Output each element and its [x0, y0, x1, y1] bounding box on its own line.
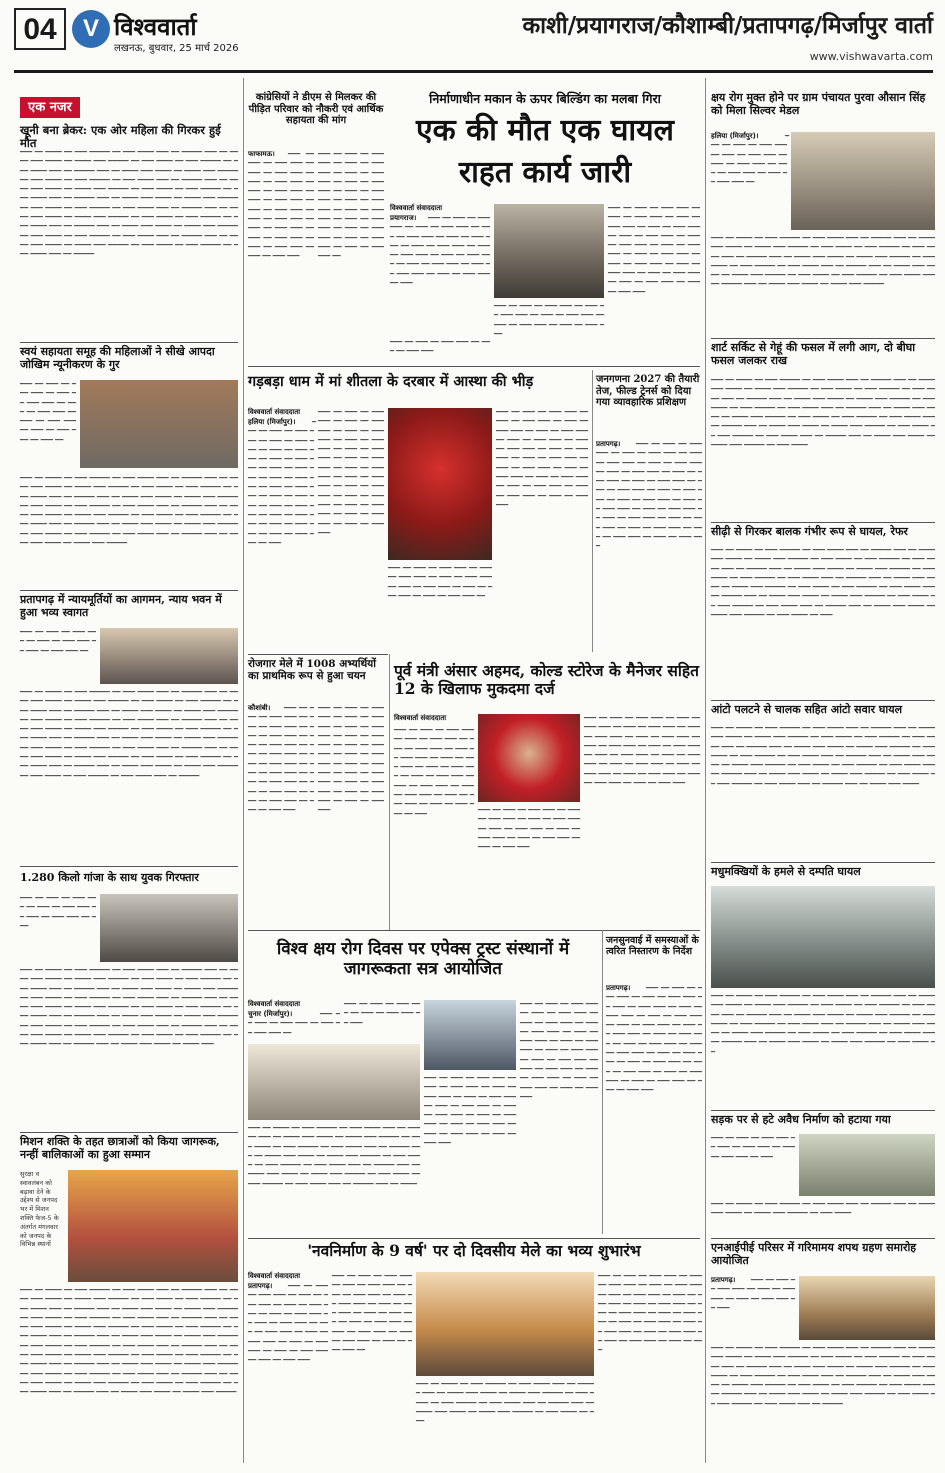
ansar-ahmad-portrait [478, 714, 580, 802]
story-body-ganja-2: ━━━ ━━ ━━━━ ━━ ━━━ ━━━━━ ━━ ━━━ ━━━━ ━━━ ━━ ━━━━━ ━━━ ━━ ━━━━ ━━━ ━━━━ ━━ ━━━━ ━━━ ━━━━━ ━━ ━━━ ━━━━ ━━ ━━━ ━━━━━ ━━ ━━━ ━━━━ ━━━ ━━ ━━━━━ ━━━ ━━ ━━━━ ━━━ ━━━━ ━━ ━━━━ ━━━ ━━━━━ ━━ ━━━ ━━━━ ━━ ━━━ ━━━━━ ━━ ━━━ ━━━━ ━━━ ━━ ━━━━━ ━━━ ━━ ━━━━ ━━━ ━━━━ ━━ ━━━━ ━━━ ━━━━━ ━━ ━━━ ━━━━ ━━ ━━━ ━━━━━ ━━ ━━━ ━━━━ ━━━ ━━ ━━━━━ ━━━ ━━ ━━━━ ━━━ ━━━━ ━━ ━━━━ ━━━ ━━━━━ ━━ ━━━ ━━━━ ━━ ━━━ ━━━━━ ━━ ━━━ ━━━━ ━━━ ━━ ━━━━━ ━━━ ━━ ━━━━ ━━━ ━━━━ ━━ ━━━━ ━━━ ━━━━━ ━━ ━━━ ━━━━ ━━ ━━━ ━━━━━ ━━ ━━━ ━━━━ ━━━ ━━ ━━━━━ ━━━ ━━ ━━━━ ━━━ ━━━━ ━━ ━━━━ ━━━ [20, 966, 238, 1049]
story-body-tb-4: ━━━ ━━ ━━━ ━━ ━━━ ━━━ ━━ ━━━ ━━ ━━━ ━━━ ━━ ━━━ ━━ ━━━ ━━━ ━━ ━━━ ━━ ━━━ ━━━ ━━ ━━━ ━━ ━━━ ━━━ ━━ ━━━ ━━ ━━━ ━━━ ━━ ━━━ ━━ ━━━ ━━━ ━━ ━━━ ━━ ━━━ ━━━ ━━ ━━━ ━━ ━━━ ━━━ ━━ ━━━ ━━ ━━━ ━━━ [424, 1074, 516, 1148]
navnirman-byline: विश्ववार्ता संवाददाता [248, 1272, 301, 1280]
story-body-aapda-2: ━━━ ━━ ━━━━ ━━ ━━━ ━━━━━ ━━ ━━━ ━━━━ ━━━ ━━ ━━━━━ ━━━ ━━ ━━━━ ━━━ ━━━━ ━━ ━━━━ ━━━ ━━━━━ ━━ ━━━ ━━━━ ━━ ━━━ ━━━━━ ━━ ━━━ ━━━━ ━━━ ━━ ━━━━━ ━━━ ━━ ━━━━ ━━━ ━━━━ ━━ ━━━━ ━━━ ━━━━━ ━━ ━━━ ━━━━ ━━ ━━━ ━━━━━ ━━ ━━━ ━━━━ ━━━ ━━ ━━━━━ ━━━ ━━ ━━━━ ━━━ ━━━━ ━━ ━━━━ ━━━ ━━━━━ ━━ ━━━ ━━━━ ━━ ━━━ ━━━━━ ━━ ━━━ ━━━━ ━━━ ━━ ━━━━━ ━━━ ━━ ━━━━ ━━━ ━━━━ ━━ ━━━━ ━━━ ━━━━━ ━━ ━━━ ━━━━ ━━ ━━━ ━━━━━ ━━ ━━━ ━━━━ ━━━ ━━ ━━━━━ ━━━ ━━ ━━━━ ━━━ ━━━━ ━━ ━━━━ ━━━ ━━━━━ [20, 474, 238, 548]
divider [20, 1132, 238, 1133]
lead-body-3: ━━━ ━━ ━━━ ━━ ━━━ ━━━ ━━ ━━━ ━━ ━━━ ━━━ [390, 338, 490, 356]
story-body-sheetla-1: ━━━ ━━ ━━━ ━━ ━━━ ━━━ ━━ ━━━ ━━ ━━━ ━━━ ━━ ━━━ ━━ ━━━ ━━━ ━━ ━━━ ━━ ━━━ ━━━ ━━ ━━━ ━━ ━━━ ━━━ ━━ ━━━ ━━ ━━━ ━━━ ━━ ━━━ ━━ ━━━ ━━━ ━━ ━━━ ━━ ━━━ ━━━ ━━ ━━━ ━━ ━━━ ━━━ ━━ ━━━ ━━ ━━━ ━━━ ━━ ━━━ ━━ ━━━ ━━━ ━━ ━━━ ━━ ━━━ ━━━ ━━ ━━━ [248, 418, 317, 547]
bee-attack-photo [711, 886, 935, 988]
column-rule [705, 78, 706, 1463]
story-body-ansar-3: ━━━ ━━ ━━━ ━━ ━━━ ━━━ ━━ ━━━ ━━ ━━━ ━━━ ━━ ━━━ ━━ ━━━ ━━━ ━━ ━━━ ━━ ━━━ ━━━ ━━ ━━━ ━━ ━━━ ━━━ ━━ ━━━ ━━ ━━━ ━━━ ━━ ━━━ ━━ ━━━ ━━━ ━━ ━━━ ━━ ━━━ ━━━ ━━ ━━━ ━━ ━━━ ━━━ ━━ ━━━ ━━ ━━━ ━━━ ━━ ━━━ ━━ ━━━ ━━━ ━━ ━━━ ━━ ━━━ ━━━ ━━ ━━━ ━━ ━━━ ━━━ ━━ ━━━ ━━ ━━━ ━━━ [584, 714, 700, 788]
navnirman-dateline: प्रतापगढ़। [248, 1282, 273, 1290]
story-body-aapda-1: ━━━ ━━ ━━━ ━━ ━━━ ━━━ ━━ ━━━ ━━ ━━━ ━━━ ━━ ━━━ ━━ ━━━ ━━━ ━━ ━━━ ━━ ━━━ ━━━ ━━ ━━━ ━━ ━━━ ━━━ ━━ ━━━ ━━ [20, 380, 76, 444]
divider [248, 1238, 700, 1239]
story-title-silver-medal: क्षय रोग मुक्त होने पर ग्राम पंचायत पुरवा औसान सिंह को मिला सिल्वर मेडल [711, 91, 926, 117]
story-body-nipe-2: ━━━ ━━ ━━━━ ━━ ━━━ ━━━━━ ━━ ━━━ ━━━━ ━━━ ━━ ━━━━━ ━━━ ━━ ━━━━ ━━━ ━━━━ ━━ ━━━━ ━━━ ━━━━━ ━━ ━━━ ━━━━ ━━ ━━━ ━━━━━ ━━ ━━━ ━━━━ ━━━ ━━ ━━━━━ ━━━ ━━ ━━━━ ━━━ ━━━━ ━━ ━━━━ ━━━ ━━━━━ ━━ ━━━ ━━━━ ━━ ━━━ ━━━━━ ━━ ━━━ ━━━━ ━━━ ━━ ━━━━━ ━━━ ━━ ━━━━ ━━━ ━━━━ ━━ ━━━━ ━━━ ━━━━━ ━━ ━━━ ━━━━ ━━ ━━━ ━━━━━ ━━ ━━━ ━━━━ ━━━ ━━ ━━━━━ ━━━ ━━ ━━━━ ━━━ ━━━━ ━━ ━━━━ ━━━ ━━━━━ ━━ ━━━ ━━━━ ━━ ━━━ ━━━━━ ━━ ━━━ ━━━━ ━━━ ━━ ━━━━━ [711, 1344, 935, 1408]
story-title-sheetla: गड़बड़ा धाम में मां शीतला के दरबार में आस्था की भीड़ [248, 373, 534, 390]
story-body-tb-5: ━━━ ━━ ━━━ ━━ ━━━ ━━━ ━━ ━━━ ━━ ━━━ ━━━ ━━ ━━━ ━━ ━━━ ━━━ ━━ ━━━ ━━ ━━━ ━━━ ━━ ━━━ ━━ ━━━ ━━━ ━━ ━━━ ━━ ━━━ ━━━ ━━ ━━━ ━━ ━━━ ━━━ ━━ ━━━ ━━ ━━━ ━━━ ━━ ━━━ ━━ ━━━ ━━━ ━━ ━━━ ━━ ━━━ ━━━ ━━ ━━━ ━━ ━━━ ━━━ ━━ ━━━ ━━ ━━━ ━━━ [520, 1000, 598, 1101]
ansar-byline: विश्ववार्ता संवाददाता [394, 714, 447, 722]
column-rule [602, 930, 603, 1234]
lead-body-2: ━━━ ━━ ━━━ ━━ ━━━ ━━━ ━━ ━━━ ━━ ━━━ ━━━ ━━ ━━━ ━━ ━━━ ━━━ ━━ ━━━ ━━ ━━━ ━━━ ━━ ━━━ ━━ ━━━ ━━━ [494, 302, 604, 338]
rozgar-dateline: कौशांबी। [248, 704, 271, 712]
story-body-tb-3: ━━━ ━━ ━━━━ ━━ ━━━ ━━━━━ ━━ ━━━ ━━━━ ━━━ ━━ ━━━━━ ━━━ ━━ ━━━━ ━━━ ━━━━ ━━ ━━━━ ━━━ ━━━━━ ━━ ━━━ ━━━━ ━━ ━━━ ━━━━━ ━━ ━━━ ━━━━ ━━━ ━━ ━━━━━ ━━━ ━━ ━━━━ ━━━ ━━━━ ━━ ━━━━ ━━━ ━━━━━ ━━ ━━━ ━━━━ ━━ ━━━ ━━━━━ ━━ ━━━ ━━━━ ━━━ ━━ ━━━━━ ━━━ ━━ ━━━━ ━━━ ━━━━ ━━ ━━━━ ━━━ ━━━━━ ━━ ━━━ ━━━━ ━━ ━━━ ━━━━━ ━━ ━━━ ━━━━ ━━━ ━━ ━━━━━ ━━━ ━━ ━━━━ [248, 1124, 420, 1188]
story-body-sheetla-4: ━━━ ━━ ━━━ ━━ ━━━ ━━━ ━━ ━━━ ━━ ━━━ ━━━ ━━ ━━━ ━━ ━━━ ━━━ ━━ ━━━ ━━ ━━━ ━━━ ━━ ━━━ ━━ ━━━ ━━━ ━━ ━━━ ━━ ━━━ ━━━ ━━ ━━━ ━━ ━━━ ━━━ ━━ ━━━ ━━ ━━━ ━━━ ━━ ━━━ ━━ ━━━ ━━━ ━━ ━━━ ━━ ━━━ ━━━ ━━ ━━━ ━━ ━━━ ━━━ ━━ ━━━ ━━ ━━━ ━━━ ━━ ━━━ ━━ ━━━ ━━━ ━━ ━━━ ━━ ━━━ ━━━ [496, 408, 588, 509]
story-title-jansunvai: जनसुनवाई में समस्याओं के त्वरित निस्तारण के निर्देश [606, 935, 699, 957]
jansunvai-dateline: प्रतापगढ़। [606, 984, 631, 992]
lead-kicker: निर्माणाधीन मकान के ऊपर बिल्डिंग का मलबा गिरा [429, 91, 661, 106]
story-title-nyaymurti: प्रतापगढ़ में न्यायमूर्तियों का आगमन, न्याय भवन में हुआ भव्य स्वागत [20, 593, 222, 619]
divider [711, 338, 935, 339]
story-body-nyay-2: ━━━ ━━ ━━━━ ━━ ━━━ ━━━━━ ━━ ━━━ ━━━━ ━━━ ━━ ━━━━━ ━━━ ━━ ━━━━ ━━━ ━━━━ ━━ ━━━━ ━━━ ━━━━━ ━━ ━━━ ━━━━ ━━ ━━━ ━━━━━ ━━ ━━━ ━━━━ ━━━ ━━ ━━━━━ ━━━ ━━ ━━━━ ━━━ ━━━━ ━━ ━━━━ ━━━ ━━━━━ ━━ ━━━ ━━━━ ━━ ━━━ ━━━━━ ━━ ━━━ ━━━━ ━━━ ━━ ━━━━━ ━━━ ━━ ━━━━ ━━━ ━━━━ ━━ ━━━━ ━━━ ━━━━━ ━━ ━━━ ━━━━ ━━ ━━━ ━━━━━ ━━ ━━━ ━━━━ ━━━ ━━ ━━━━━ ━━━ ━━ ━━━━ ━━━ ━━━━ ━━ ━━━━ ━━━ ━━━━━ ━━ ━━━ ━━━━ ━━ ━━━ ━━━━━ ━━ ━━━ ━━━━ ━━━ ━━ ━━━━━ ━━━ ━━ ━━━━ ━━━ ━━━━ ━━ ━━━━ ━━━ ━━━━━ ━━ ━━━ ━━━━ ━━ ━━━ ━━━━━ ━━ ━━━ ━━━━ ━━━ ━━ ━━━━━ ━━━ ━━ ━━━━ ━━━ ━━━━ ━━ ━━━━ ━━━ ━━━━━ ━━ ━━━ ━━━━ ━━ ━━━ ━━━━━ ━━ ━━━ ━━━━ ━━━ ━━ ━━━━━ [20, 688, 238, 780]
divider [248, 366, 700, 367]
tb-byline: विश्ववार्ता संवाददाता [248, 1000, 301, 1008]
header-rule [14, 70, 933, 73]
tb-session-photo-1 [248, 1044, 420, 1120]
story-title-ansar: पूर्व मंत्री अंसार अहमद, कोल्ड स्टोरेज के मैनेजर सहित 12 के खिलाफ मुकदमा दर्ज [394, 661, 699, 698]
issue-dateline: लखनऊ, बुधवार, 25 मार्च 2026 [114, 43, 239, 54]
nipe-ceremony-photo [799, 1276, 935, 1340]
tb-session-photo-2 [424, 1000, 516, 1070]
story-body-avaidh-2: ━━━ ━━ ━━━━ ━━ ━━━ ━━━━━ ━━ ━━━ ━━━━ ━━━ ━━ ━━━━━ ━━━ ━━ ━━━━ ━━━ ━━━━ ━━ ━━━━ ━━━ ━━━━━ ━━ ━━━ ━━━━ [711, 1200, 935, 1218]
story-title-tb-day: विश्व क्षय रोग दिवस पर एपेक्स ट्रस्ट संस्थानों में जागरूकता सत्र आयोजित [276, 939, 570, 979]
sheetla-temple-photo [388, 408, 492, 560]
divider [711, 700, 935, 701]
story-body-seedhi: ━━━ ━━ ━━━━ ━━ ━━━ ━━━━━ ━━ ━━━ ━━━━ ━━━ ━━ ━━━━━ ━━━ ━━ ━━━━ ━━━ ━━━━ ━━ ━━━━ ━━━ ━━━━━ ━━ ━━━ ━━━━ ━━ ━━━ ━━━━━ ━━ ━━━ ━━━━ ━━━ ━━ ━━━━━ ━━━ ━━ ━━━━ ━━━ ━━━━ ━━ ━━━━ ━━━ ━━━━━ ━━ ━━━ ━━━━ ━━ ━━━ ━━━━━ ━━ ━━━ ━━━━ ━━━ ━━ ━━━━━ ━━━ ━━ ━━━━ ━━━ ━━━━ ━━ ━━━━ ━━━ ━━━━━ ━━ ━━━ ━━━━ ━━ ━━━ ━━━━━ ━━ ━━━ ━━━━ ━━━ ━━ ━━━━━ ━━━ ━━ ━━━━ ━━━ ━━━━ ━━ ━━━━ ━━━ ━━━━━ ━━ ━━━ ━━━━ ━━ ━━━ ━━━━━ ━━ ━━━ ━━━━ ━━━ ━━ ━━━━━ ━━━ ━━ ━━━━ ━━━ ━━━━ ━━ ━━━━ ━━━ ━━━━━ ━━ ━━━ ━━━━ ━━ ━━━ [711, 546, 935, 620]
story-body-breaker: ━━━ ━━ ━━━━ ━━ ━━━ ━━━━━ ━━ ━━━ ━━━━ ━━━ ━━ ━━━━━ ━━━ ━━ ━━━━ ━━━ ━━━━ ━━ ━━━━ ━━━ ━━━━━ ━━ ━━━ ━━━━ ━━ ━━━ ━━━━━ ━━ ━━━ ━━━━ ━━━ ━━ ━━━━━ ━━━ ━━ ━━━━ ━━━ ━━━━ ━━ ━━━━ ━━━ ━━━━━ ━━ ━━━ ━━━━ ━━ ━━━ ━━━━━ ━━ ━━━ ━━━━ ━━━ ━━ ━━━━━ ━━━ ━━ ━━━━ ━━━ ━━━━ ━━ ━━━━ ━━━ ━━━━━ ━━ ━━━ ━━━━ ━━ ━━━ ━━━━━ ━━ ━━━ ━━━━ ━━━ ━━ ━━━━━ ━━━ ━━ ━━━━ ━━━ ━━━━ ━━ ━━━━ ━━━ ━━━━━ ━━ ━━━ ━━━━ ━━ ━━━ ━━━━━ ━━ ━━━ ━━━━ ━━━ ━━ ━━━━━ ━━━ ━━ ━━━━ ━━━ ━━━━ ━━ ━━━━ ━━━ ━━━━━ ━━ ━━━ ━━━━ ━━ ━━━ ━━━━━ ━━ ━━━ ━━━━ ━━━ ━━ ━━━━━ ━━━ ━━ ━━━━ ━━━ ━━━━ ━━ ━━━━ ━━━ ━━━━━ ━━ ━━━ ━━━━ ━━ ━━━ ━━━━━ ━━ ━━━ ━━━━ ━━━ ━━ ━━━━━ ━━━ ━━ ━━━━ ━━━ ━━━━ ━━ ━━━━ ━━━ ━━━━━ ━━ ━━━ ━━━━ ━━ ━━━ ━━━━━ ━━ ━━━ ━━━━ ━━━ ━━ ━━━━━ [20, 148, 238, 259]
story-title-nipe: एनआईपीई परिसर में गरिमामय शपथ ग्रहण समारोह आयोजित [711, 1241, 917, 1267]
divider [248, 654, 388, 655]
silver-medal-dateline: हलिया (मिर्जापुर)। [711, 132, 759, 140]
story-title-aapda: स्वयं सहायता समूह की महिलाओं ने सीखे आपदा जोखिम न्यूनीकरण के गुर [20, 345, 215, 371]
divider [711, 1238, 935, 1239]
divider [711, 862, 935, 863]
story-body-tb-1: ━━━ ━━ ━━━ ━━ ━━━ ━━━ ━━ ━━━ ━━ ━━━ ━━━ ━━ [248, 1010, 340, 1037]
story-body-sheetla-2: ━━━ ━━ ━━━ ━━ ━━━ ━━━ ━━ ━━━ ━━ ━━━ ━━━ ━━ ━━━ ━━ ━━━ ━━━ ━━ ━━━ ━━ ━━━ ━━━ ━━ ━━━ ━━ ━━━ ━━━ ━━ ━━━ ━━ ━━━ ━━━ ━━ ━━━ ━━ ━━━ ━━━ ━━ ━━━ ━━ ━━━ ━━━ ━━ ━━━ ━━ ━━━ ━━━ ━━ ━━━ ━━ ━━━ ━━━ ━━ ━━━ ━━ ━━━ ━━━ ━━ ━━━ ━━ ━━━ ━━━ ━━ ━━━ ━━ ━━━ ━━━ [318, 408, 384, 537]
newspaper-brand: विश्ववार्ता [114, 15, 197, 41]
lead-body-1: ━━━ ━━ ━━━ ━━ ━━━ ━━━ ━━ ━━━ ━━ ━━━ ━━━ ━━ ━━━ ━━ ━━━ ━━━ ━━ ━━━ ━━ ━━━ ━━━ ━━ ━━━ ━━ ━━━ ━━━ ━━ ━━━ ━━ ━━━ ━━━ ━━ ━━━ ━━ ━━━ ━━━ ━━ ━━━ ━━ ━━━ ━━━ ━━ ━━━ ━━ ━━━ ━━━ ━━ ━━━ ━━ ━━━ ━━━ ━━ ━━━ [390, 214, 490, 288]
story-title-census: जनगणना 2027 की तैयारी तेज, फील्ड ट्रेनर्स को दिया गया व्यावहारिक प्रशिक्षण [596, 374, 700, 408]
story-title-ganja: 1.280 किलो गांजा के साथ युवक गिरफ्तार [20, 871, 199, 884]
navnirman-mela-photo [416, 1272, 594, 1376]
story-body-aag: ━━━ ━━ ━━━━ ━━ ━━━ ━━━━━ ━━ ━━━ ━━━━ ━━━ ━━ ━━━━━ ━━━ ━━ ━━━━ ━━━ ━━━━ ━━ ━━━━ ━━━ ━━━━━ ━━ ━━━ ━━━━ ━━ ━━━ ━━━━━ ━━ ━━━ ━━━━ ━━━ ━━ ━━━━━ ━━━ ━━ ━━━━ ━━━ ━━━━ ━━ ━━━━ ━━━ ━━━━━ ━━ ━━━ ━━━━ ━━ ━━━ ━━━━━ ━━ ━━━ ━━━━ ━━━ ━━ ━━━━━ ━━━ ━━ ━━━━ ━━━ ━━━━ ━━ ━━━━ ━━━ ━━━━━ ━━ ━━━ ━━━━ ━━ ━━━ ━━━━━ ━━ ━━━ ━━━━ ━━━ ━━ ━━━━━ ━━━ ━━ ━━━━ ━━━ ━━━━ ━━ ━━━━ ━━━ ━━━━━ ━━ ━━━ ━━━━ ━━ ━━━ ━━━━━ ━━ ━━━ ━━━━ ━━━ ━━ ━━━━━ ━━━ ━━ ━━━━ ━━━ ━━━━ ━━ ━━━━ ━━━ ━━━━━ ━━ ━━━ ━━━━ [711, 376, 935, 450]
story-body-congress-2: ━━━ ━━ ━━━ ━━ ━━━ ━━━ ━━ ━━━ ━━ ━━━ ━━━ ━━ ━━━ ━━ ━━━ ━━━ ━━ ━━━ ━━ ━━━ ━━━ ━━ ━━━ ━━ ━━━ ━━━ ━━ ━━━ ━━ ━━━ ━━━ ━━ ━━━ ━━ ━━━ ━━━ ━━ ━━━ ━━ ━━━ ━━━ ━━ ━━━ ━━ ━━━ ━━━ ━━ ━━━ ━━ ━━━ ━━━ ━━ ━━━ ━━ ━━━ ━━━ ━━ [318, 150, 384, 261]
story-body-madhumakkhi: ━━━ ━━ ━━━━ ━━ ━━━ ━━━━━ ━━ ━━━ ━━━━ ━━━ ━━ ━━━━━ ━━━ ━━ ━━━━ ━━━ ━━━━ ━━ ━━━━ ━━━ ━━━━━ ━━ ━━━ ━━━━ ━━ ━━━ ━━━━━ ━━ ━━━ ━━━━ ━━━ ━━ ━━━━━ ━━━ ━━ ━━━━ ━━━ ━━━━ ━━ ━━━━ ━━━ ━━━━━ ━━ ━━━ ━━━━ ━━ ━━━ ━━━━━ ━━ ━━━ ━━━━ ━━━ ━━ ━━━━━ ━━━ ━━ ━━━━ ━━━ ━━━━ ━━ ━━━━ ━━━ ━━━━━ ━━ ━━━ ━━━━ ━━ ━━━ ━━━━━ ━━ ━━━ ━━━━ ━━━ ━━ ━━━━━ ━━━ ━━ ━━━━ ━━━ ━━━━ ━━ ━━━━ ━━━ ━━━━━ ━━ ━━━ ━━━━ ━━ [711, 992, 935, 1056]
divider [711, 1110, 935, 1111]
story-title-breaker: खूनी बना ब्रेकर: एक ओर महिला की गिरकर हुई मौत [20, 123, 221, 151]
story-title-avaidh-nirman: सड़क पर से हटे अवैध निर्माण को हटाया गया [711, 1113, 891, 1126]
sheetla-dateline: हलिया (मिर्जापुर)। [248, 418, 296, 426]
story-body-mission-2: ━━━ ━━ ━━━━ ━━ ━━━ ━━━━━ ━━ ━━━ ━━━━ ━━━ ━━ ━━━━━ ━━━ ━━ ━━━━ ━━━ ━━━━ ━━ ━━━━ ━━━ ━━━━━ ━━ ━━━ ━━━━ ━━ ━━━ ━━━━━ ━━ ━━━ ━━━━ ━━━ ━━ ━━━━━ ━━━ ━━ ━━━━ ━━━ ━━━━ ━━ ━━━━ ━━━ ━━━━━ ━━ ━━━ ━━━━ ━━ ━━━ ━━━━━ ━━ ━━━ ━━━━ ━━━ ━━ ━━━━━ ━━━ ━━ ━━━━ ━━━ ━━━━ ━━ ━━━━ ━━━ ━━━━━ ━━ ━━━ ━━━━ ━━ ━━━ ━━━━━ ━━ ━━━ ━━━━ ━━━ ━━ ━━━━━ ━━━ ━━ ━━━━ ━━━ ━━━━ ━━ ━━━━ ━━━ ━━━━━ ━━ ━━━ ━━━━ ━━ ━━━ ━━━━━ ━━ ━━━ ━━━━ ━━━ ━━ ━━━━━ ━━━ ━━ ━━━━ ━━━ ━━━━ ━━ ━━━━ ━━━ ━━━━━ ━━ ━━━ ━━━━ ━━ ━━━ ━━━━━ ━━ ━━━ ━━━━ ━━━ ━━ ━━━━━ ━━━ ━━ ━━━━ ━━━ ━━━━ ━━ ━━━━ ━━━ ━━━━━ ━━ ━━━ ━━━━ ━━ ━━━ ━━━━━ ━━ ━━━ ━━━━ ━━━ ━━ ━━━━━ ━━━ ━━ ━━━━ ━━━ ━━━━ ━━ ━━━━ ━━━ ━━━━━ ━━ ━━━ ━━━━ ━━ ━━━ ━━━━━ ━━ ━━━ ━━━━ ━━━ ━━ ━━━━━ ━━━ ━━ ━━━━ ━━━ ━━━━ ━━ ━━━━ ━━━ ━━━━━ [20, 1286, 238, 1397]
lead-dateline: प्रयागराज। [390, 214, 417, 222]
avaidh-nirman-photo [799, 1134, 935, 1196]
story-title-rozgar-mela: रोजगार मेले में 1008 अभ्यर्थियों का प्राथमिक रूप से हुआ चयन [248, 658, 376, 683]
story-body-nyay-1: ━━━ ━━ ━━━ ━━ ━━━ ━━━ ━━ ━━━ ━━ ━━━ ━━━ ━━ ━━━ ━━ ━━━ ━━━ ━━ [20, 628, 96, 655]
story-body-navnirman-4: ━━━ ━━ ━━━ ━━ ━━━ ━━━ ━━ ━━━ ━━ ━━━ ━━━ ━━ ━━━ ━━ ━━━ ━━━ ━━ ━━━ ━━ ━━━ ━━━ ━━ ━━━ ━━ ━━━ ━━━ ━━ ━━━ ━━ ━━━ ━━━ ━━ ━━━ ━━ ━━━ ━━━ ━━ ━━━ ━━ ━━━ ━━━ ━━ ━━━ ━━ ━━━ ━━━ ━━ ━━━ ━━ ━━━ ━━━ ━━ ━━━ ━━ ━━━ ━━━ ━━ ━━━ ━━ ━━━ ━━━ ━━ ━━━ ━━ ━━━ [598, 1272, 702, 1355]
story-body-navnirman-1: ━━━ ━━ ━━━ ━━ ━━━ ━━━ ━━ ━━━ ━━ ━━━ ━━━ ━━ ━━━ ━━ ━━━ ━━━ ━━ ━━━ ━━ ━━━ ━━━ ━━ ━━━ ━━ ━━━ ━━━ ━━ ━━━ ━━ ━━━ ━━━ ━━ ━━━ ━━ ━━━ ━━━ ━━ ━━━ ━━ ━━━ ━━━ ━━ ━━━ ━━ ━━━ ━━━ ━━ ━━━ ━━ ━━━ ━━━ [248, 1282, 328, 1365]
story-title-madhumakkhi: मधुमक्खियों के हमले से दम्पति घायल [711, 865, 861, 878]
story-body-census: ━━━ ━━ ━━━ ━━ ━━━ ━━━ ━━ ━━━ ━━ ━━━ ━━━ ━━ ━━━ ━━ ━━━ ━━━ ━━ ━━━ ━━ ━━━ ━━━ ━━ ━━━ ━━ ━━━ ━━━ ━━ ━━━ ━━ ━━━ ━━━ ━━ ━━━ ━━ ━━━ ━━━ ━━ ━━━ ━━ ━━━ ━━━ ━━ ━━━ ━━ ━━━ ━━━ ━━ ━━━ ━━ ━━━ ━━━ ━━ ━━━ ━━ ━━━ ━━━ ━━ ━━━ ━━ ━━━ ━━━ ━━ ━━━ ━━ ━━━ ━━━ ━━ ━━━ ━━ ━━━ ━━━ ━━ ━━━ ━━ ━━━ ━━━ ━━ ━━━ ━━ ━━━ ━━━ ━━ ━━━ ━━ ━━━ ━━━ [596, 440, 702, 551]
sheetla-byline: विश्ववार्ता संवाददाता [248, 408, 301, 416]
story-body-ganja-1: ━━━ ━━ ━━━ ━━ ━━━ ━━━ ━━ ━━━ ━━ ━━━ ━━━ ━━ ━━━ ━━ ━━━ ━━━ ━━ ━━━ [20, 894, 96, 930]
congress-dateline: फाफामऊ। [248, 150, 275, 158]
column-rule [243, 78, 244, 1463]
aapda-training-photo [80, 380, 238, 468]
story-title-aag: शार्ट सर्किट से गेहूं की फसल में लगी आग, दो बीघा फसल जलकर राख [711, 341, 916, 367]
website-url[interactable]: www.vishwavarta.com [809, 50, 933, 63]
mission-shakti-photo [68, 1170, 238, 1282]
story-body-avaidh-1: ━━━ ━━ ━━━ ━━ ━━━ ━━━ ━━ ━━━ ━━ ━━━ ━━━ ━━ ━━━ ━━ ━━━ ━━━ ━━ ━━━ [711, 1134, 795, 1161]
story-body-tb-2: ━━━ ━━ ━━━ ━━ ━━━ ━━━ ━━ ━━━ ━━ ━━━ ━━━ ━━ ━━━ [344, 1000, 420, 1027]
column-rule [592, 370, 593, 652]
divider [248, 930, 700, 931]
story-body-silver-2: ━━━ ━━ ━━━━ ━━ ━━━ ━━━━━ ━━ ━━━ ━━━━ ━━━ ━━ ━━━━━ ━━━ ━━ ━━━━ ━━━ ━━━━ ━━ ━━━━ ━━━ ━━━━━ ━━ ━━━ ━━━━ ━━ ━━━ ━━━━━ ━━ ━━━ ━━━━ ━━━ ━━ ━━━━━ ━━━ ━━ ━━━━ ━━━ ━━━━ ━━ ━━━━ ━━━ ━━━━━ ━━ ━━━ ━━━━ ━━ ━━━ ━━━━━ ━━ ━━━ ━━━━ ━━━ ━━ ━━━━━ ━━━ ━━ ━━━━ ━━━ ━━━━ ━━ ━━━━ ━━━ ━━━━━ ━━ ━━━ ━━━━ ━━ ━━━ ━━━━━ ━━ ━━━ ━━━━ ━━━ ━━ ━━━━━ ━━━ ━━ ━━━━ ━━━ ━━━━ ━━ ━━━━ ━━━ ━━━━━ [711, 234, 935, 289]
column-rule [389, 654, 390, 930]
ek-nazar-tag: एक नजर [20, 96, 100, 116]
ganja-arrest-photo [100, 894, 238, 962]
page-section-title: काशी/प्रयागराज/कौशाम्बी/प्रतापगढ़/मिर्जापुर वार्ता [522, 12, 933, 39]
story-title-congress: कांग्रेसियों ने डीएम से मिलकर की पीड़ित परिवार को नौकरी एवं आर्थिक सहायता की मांग [248, 92, 384, 126]
silver-medal-photo [791, 132, 935, 230]
lead-byline: विश्ववार्ता संवाददाता [390, 204, 443, 212]
newspaper-logo-icon: V [72, 10, 110, 48]
nipe-dateline: प्रतापगढ़। [711, 1276, 736, 1284]
divider [711, 522, 935, 523]
story-body-ansar-1: ━━━ ━━ ━━━ ━━ ━━━ ━━━ ━━ ━━━ ━━ ━━━ ━━━ ━━ ━━━ ━━ ━━━ ━━━ ━━ ━━━ ━━ ━━━ ━━━ ━━ ━━━ ━━ ━━━ ━━━ ━━ ━━━ ━━ ━━━ ━━━ ━━ ━━━ ━━ ━━━ ━━━ ━━ ━━━ ━━ ━━━ ━━━ ━━ ━━━ ━━ ━━━ ━━━ ━━ ━━━ ━━ ━━━ ━━━ ━━ ━━━ ━━ ━━━ ━━━ ━━ ━━━ [394, 726, 474, 818]
story-body-rozgar-1: ━━━ ━━ ━━━ ━━ ━━━ ━━━ ━━ ━━━ ━━ ━━━ ━━━ ━━ ━━━ ━━ ━━━ ━━━ ━━ ━━━ ━━ ━━━ ━━━ ━━ ━━━ ━━ ━━━ ━━━ ━━ ━━━ ━━ ━━━ ━━━ ━━ ━━━ ━━ ━━━ ━━━ ━━ ━━━ ━━ ━━━ ━━━ ━━ ━━━ ━━ ━━━ ━━━ ━━ ━━━ ━━ ━━━ ━━━ ━━ ━━━ ━━ ━━━ ━━━ [248, 704, 314, 815]
story-title-seedhi: सीढ़ी से गिरकर बालक गंभीर रूप से घायल, रेफर [711, 525, 908, 538]
divider [20, 590, 238, 591]
lead-body-4: ━━━ ━━ ━━━ ━━ ━━━ ━━━ ━━ ━━━ ━━ ━━━ ━━━ ━━ ━━━ ━━ ━━━ ━━━ ━━ ━━━ ━━ ━━━ ━━━ ━━ ━━━ ━━ ━━━ ━━━ ━━ ━━━ ━━ ━━━ ━━━ ━━ ━━━ ━━ ━━━ ━━━ ━━ ━━━ ━━ ━━━ ━━━ ━━ ━━━ ━━ ━━━ ━━━ ━━ ━━━ ━━ ━━━ ━━━ ━━ ━━━ ━━ ━━━ ━━━ ━━ ━━━ ━━ ━━━ ━━━ ━━ ━━━ ━━ ━━━ ━━━ [608, 204, 700, 296]
story-body-navnirman-3: ━━━ ━━ ━━━━ ━━ ━━━ ━━━━━ ━━ ━━━ ━━━━ ━━━ ━━ ━━━━━ ━━━ ━━ ━━━━ ━━━ ━━━━ ━━ ━━━━ ━━━ ━━━━━ ━━ ━━━ ━━━━ ━━ ━━━ ━━━━━ ━━ ━━━ ━━━━ ━━━ ━━ ━━━━━ ━━━ ━━ ━━━━ ━━━ ━━━━ ━━ ━━━━ ━━━ ━━━━━ ━━ ━━━ ━━━━ ━━ ━━━ [416, 1380, 594, 1426]
story-title-auto: आंटो पलटने से चालक सहित आंटो सवार घायल [711, 703, 903, 716]
story-body-rozgar-2: ━━━ ━━ ━━━ ━━ ━━━ ━━━ ━━ ━━━ ━━ ━━━ ━━━ ━━ ━━━ ━━ ━━━ ━━━ ━━ ━━━ ━━ ━━━ ━━━ ━━ ━━━ ━━ ━━━ ━━━ ━━ ━━━ ━━ ━━━ ━━━ ━━ ━━━ ━━ ━━━ ━━━ ━━ ━━━ ━━ ━━━ ━━━ ━━ ━━━ ━━ ━━━ ━━━ ━━ ━━━ ━━ ━━━ ━━━ ━━ ━━━ ━━ ━━━ ━━━ [318, 704, 384, 815]
story-body-navnirman-2: ━━━ ━━ ━━━ ━━ ━━━ ━━━ ━━ ━━━ ━━ ━━━ ━━━ ━━ ━━━ ━━ ━━━ ━━━ ━━ ━━━ ━━ ━━━ ━━━ ━━ ━━━ ━━ ━━━ ━━━ ━━ ━━━ ━━ ━━━ ━━━ ━━ ━━━ ━━ ━━━ ━━━ ━━ ━━━ ━━ ━━━ ━━━ ━━ ━━━ ━━ ━━━ ━━━ ━━ ━━━ ━━ ━━━ ━━━ ━━ [332, 1272, 412, 1355]
story-body-silver-1: ━━━ ━━ ━━━ ━━ ━━━ ━━━ ━━ ━━━ ━━ ━━━ ━━━ ━━ ━━━ ━━ ━━━ ━━━ ━━ ━━━ ━━ ━━━ ━━━ ━━ ━━━ ━━ ━━━ ━━━ ━━ [711, 132, 790, 187]
story-title-navnirman: 'नवनिर्माण के 9 वर्ष' पर दो दिवसीय मेले का भव्य शुभारंभ [307, 1241, 641, 1260]
story-body-congress-1: ━━━ ━━ ━━━ ━━ ━━━ ━━━ ━━ ━━━ ━━ ━━━ ━━━ ━━ ━━━ ━━ ━━━ ━━━ ━━ ━━━ ━━ ━━━ ━━━ ━━ ━━━ ━━ ━━━ ━━━ ━━ ━━━ ━━ ━━━ ━━━ ━━ ━━━ ━━ ━━━ ━━━ ━━ ━━━ ━━ ━━━ ━━━ ━━ ━━━ ━━ ━━━ ━━━ ━━ ━━━ ━━ ━━━ ━━━ ━━ ━━━ ━━ ━━━ ━━━ [248, 150, 314, 261]
lead-headline-1: एक की मौत एक घायल [416, 113, 674, 148]
story-body-sheetla-3: ━━━ ━━ ━━━ ━━ ━━━ ━━━ ━━ ━━━ ━━ ━━━ ━━━ ━━ ━━━ ━━ ━━━ ━━━ ━━ ━━━ ━━ ━━━ ━━━ ━━ ━━━ ━━ ━━━ ━━━ ━━ ━━━ ━━ ━━━ ━━━ ━━ [388, 564, 492, 600]
census-dateline: प्रतापगढ़। [596, 440, 621, 448]
page-number: 04 [14, 8, 66, 50]
tb-dateline: चुनार (मिर्जापुर)। [248, 1010, 293, 1018]
story-body-mission-1: सुरक्षा व स्वावलंबन को बढ़ावा देने के उद्देश्य से जनपद भर में मिशन शक्ति फेज-5 के अंतर्गत मंगलवार को जनपद के विभिन्न स्थानों [20, 1170, 59, 1249]
lead-headline-2: राहत कार्य जारी [458, 155, 632, 190]
divider [20, 342, 238, 343]
divider [20, 866, 238, 867]
collapse-site-photo [494, 204, 604, 298]
story-body-ansar-2: ━━━ ━━ ━━━ ━━ ━━━ ━━━ ━━ ━━━ ━━ ━━━ ━━━ ━━ ━━━ ━━ ━━━ ━━━ ━━ ━━━ ━━ ━━━ ━━━ ━━ ━━━ ━━ ━━━ ━━━ ━━ ━━━ ━━ ━━━ ━━━ ━━ ━━━ ━━ ━━━ ━━━ [478, 806, 580, 852]
story-title-mission-shakti: मिशन शक्ति के तहत छात्राओं को किया जागरूक, नन्हीं बालिकाओं का हुआ सम्मान [20, 1135, 220, 1161]
story-body-jansunvai: ━━━ ━━ ━━━ ━━ ━━━ ━━━ ━━ ━━━ ━━ ━━━ ━━━ ━━ ━━━ ━━ ━━━ ━━━ ━━ ━━━ ━━ ━━━ ━━━ ━━ ━━━ ━━ ━━━ ━━━ ━━ ━━━ ━━ ━━━ ━━━ ━━ ━━━ ━━ ━━━ ━━━ ━━ ━━━ ━━ ━━━ ━━━ ━━ ━━━ ━━ ━━━ ━━━ ━━ ━━━ ━━ ━━━ ━━━ ━━ ━━━ ━━ ━━━ ━━━ ━━ ━━━ ━━ ━━━ ━━━ ━━ ━━━ ━━ ━━━ ━━━ ━━ ━━━ ━━ ━━━ ━━━ ━━ ━━━ ━━ ━━━ ━━━ ━━ ━━━ ━━ ━━━ ━━━ [606, 984, 702, 1095]
story-body-auto: ━━━ ━━ ━━━━ ━━ ━━━ ━━━━━ ━━ ━━━ ━━━━ ━━━ ━━ ━━━━━ ━━━ ━━ ━━━━ ━━━ ━━━━ ━━ ━━━━ ━━━ ━━━━━ ━━ ━━━ ━━━━ ━━ ━━━ ━━━━━ ━━ ━━━ ━━━━ ━━━ ━━ ━━━━━ ━━━ ━━ ━━━━ ━━━ ━━━━ ━━ ━━━━ ━━━ ━━━━━ ━━ ━━━ ━━━━ ━━ ━━━ ━━━━━ ━━ ━━━ ━━━━ ━━━ ━━ ━━━━━ ━━━ ━━ ━━━━ ━━━ ━━━━ ━━ ━━━━ ━━━ ━━━━━ ━━ ━━━ ━━━━ ━━ ━━━ ━━━━━ ━━ ━━━ ━━━━ ━━━ ━━ ━━━━━ ━━━ ━━ ━━━━ ━━━ ━━━━ ━━ ━━━━ ━━━ ━━━━━ ━━ ━━━ ━━━━ ━━ ━━━ ━━━━━ ━━ ━━━ ━━━━ ━━━ ━━ ━━━━━ ━━━ ━━ ━━━━ ━━━ ━━━━ [711, 724, 935, 788]
nyay-bhavan-photo [100, 628, 238, 684]
story-body-nipe-1: ━━━ ━━ ━━━ ━━ ━━━ ━━━ ━━ ━━━ ━━ ━━━ ━━━ ━━ ━━━ ━━ ━━━ ━━━ ━━ ━━━ [711, 1276, 795, 1312]
